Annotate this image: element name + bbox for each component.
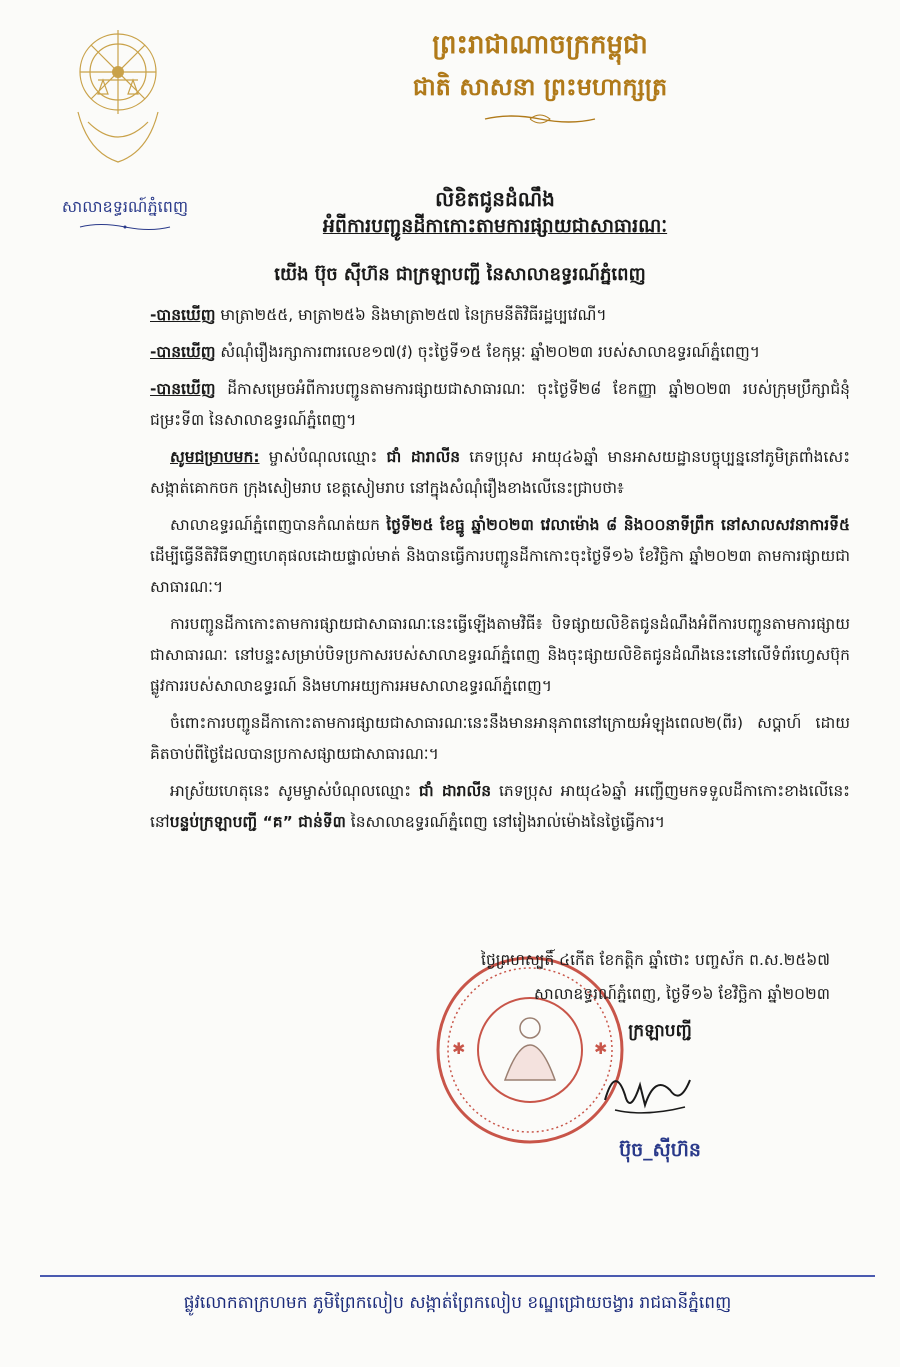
kingdom-heading: ព្រះរាជាណាចក្រកម្ពុជា [432,30,648,60]
court-name-left: សាលាឧទ្ធរណ៍ភ្នំពេញ [61,197,189,216]
signer-name: ប៊ុច_ស៊ីហ៊ន [619,1139,701,1161]
court-emblem-icon [58,22,178,172]
flourish-icon [480,113,600,125]
paragraph-seen-1: -បានឃើញ មាត្រា២៥៥, មាត្រា២៥៦ និងមាត្រា២៥៧ នៃក្រមនីតិវិធីរដ្ឋប្បវេណី។ [150,306,607,324]
signature-icon [585,1055,705,1125]
footer-divider [40,1275,875,1277]
svg-text:✱: ✱ [594,1039,608,1058]
paragraph-notice: សូមជម្រាបមក: ម្ចាស់បំណុលឈ្មោះ ជាំ ដារាលីន ភេទប្រុស អាយុ៤៦ឆ្នាំ មានអាសយដ្ឋានបច្ចុប្បន្ននៅភូមិត្រពាំងសេះ សង្កាត់គោកចក ក្រុងសៀមរាប ខេត្តសៀមរាប នៅក្នុងសំណុំរឿងខាងលើនេះជ្រាបថា៖ [150,448,851,497]
document-title: លិខិតជូនដំណឹង [435,187,555,211]
paragraph-invitation: អាស្រ័យហេតុនេះ សូមម្ចាស់បំណុលឈ្មោះ ជាំ ដារាលីន ភេទប្រុស អាយុ៤៦ឆ្នាំ អញ្ជើញមកទទួលដីកាកោះខាងលើនេះនៅបន្ទប់ក្រឡាបញ្ជី “គ” ជាន់ទី៣ នៃសាលាឧទ្ធរណ៍ភ្នំពេញ នៅរៀងរាល់ម៉ោងនៃថ្ងៃធ្វើការ។ [150,782,850,831]
flourish-icon [75,222,175,232]
document-subtitle: អំពីការបញ្ជូនដីកាកោះតាមការផ្សាយជាសាធារណៈ [322,215,668,237]
place-date-line: សាលាឧទ្ធរណ៍ភ្នំពេញ, ថ្ងៃទី១៦ ខែវិច្ឆិកា ឆ្នាំ២០២៣ [534,985,830,1003]
issuer-line: យើង ប៊ុច ស៊ីហ៊ន ជាក្រឡាបញ្ជី នៃសាលាឧទ្ធរណ៍ភ្នំពេញ [274,264,646,285]
lunar-date-line: ថ្ងៃព្រហស្បតិ៍ ៤កើត ខែកត្តិក ឆ្នាំថោះ បញ្ចស័ក ព.ស.២៥៦៧ [481,951,830,969]
national-motto: ជាតិ សាសនា ព្រះមហាក្សត្រ [412,72,668,101]
paragraph-hearing: សាលាឧទ្ធរណ៍ភ្នំពេញបានកំណត់យក ថ្ងៃទី២៥ ខែធ្នូ ឆ្នាំ២០២៣ វេលាម៉ោង ៨ និង០០នាទីព្រឹក នៅសាលសវនាការទី៥ ដើម្បីធ្វើនីតិវិធីទាញហេតុផលដោយផ្ទាល់មាត់ និងបានធ្វើការបញ្ជូនដីកាកោះចុះថ្ងៃទី១៦ ខែវិច្ឆិកា ឆ្នាំ២០២៣ តាមការផ្សាយជាសាធារណៈ។ [150,516,850,596]
svg-text:✱: ✱ [452,1039,466,1058]
paragraph-seen-2: -បានឃើញ សំណុំរឿងរក្សាការពារលេខ១៧(វ) ចុះថ្ងៃទី១៥ ខែកុម្ភៈ ឆ្នាំ២០២៣ របស់សាលាឧទ្ធរណ៍ភ្នំពេញ។ [150,343,760,361]
paragraph-effect: ចំពោះការបញ្ជូនដីកាកោះតាមការផ្សាយជាសាធារណៈនេះនឹងមានអានុភាពនៅក្រោយអំឡុងពេល២(ពីរ) សប្តាហ៍ ដោយគិតចាប់ពីថ្ងៃដែលបានប្រកាសផ្សាយជាសាធារណៈ។ [150,714,850,763]
signer-title: ក្រឡាបញ្ជី [628,1021,692,1041]
document-body [150,300,850,844]
paragraph-seen-3: -បានឃើញ ដីកាសម្រេចអំពីការបញ្ជូនតាមការផ្សាយជាសាធារណៈ ចុះថ្ងៃទី២៨ ខែកញ្ញា ឆ្នាំ២០២៣ របស់ក្រុមប្រឹក្សាជំនុំជម្រះទី៣ នៃសាលាឧទ្ធរណ៍ភ្នំពេញ។ [150,380,850,429]
paragraph-method: ការបញ្ជូនដីកាកោះតាមការផ្សាយជាសាធារណៈនេះធ្វើឡើងតាមវិធី៖ បិទផ្សាយលិខិតជូនដំណឹងអំពីការបញ្ជូនតាមការផ្សាយជាសាធារណៈ នៅបន្ទះសម្រាប់បិទប្រកាសរបស់សាលាឧទ្ធរណ៍ភ្នំពេញ និងចុះផ្សាយលិខិតជូនដំណឹងនេះនៅលើទំព័រហ្វេសប៊ុកផ្លូវការរបស់សាលាឧទ្ធរណ៍ និងមហាអយ្យការអមសាលាឧទ្ធរណ៍ភ្នំពេញ។ [150,615,850,695]
footer-address: ផ្លូវលោកតាក្រហមក ភូមិព្រែកលៀប សង្កាត់ព្រែកលៀប ខណ្ឌជ្រោយចង្វារ រាជធានីភ្នំពេញ [183,1293,732,1313]
